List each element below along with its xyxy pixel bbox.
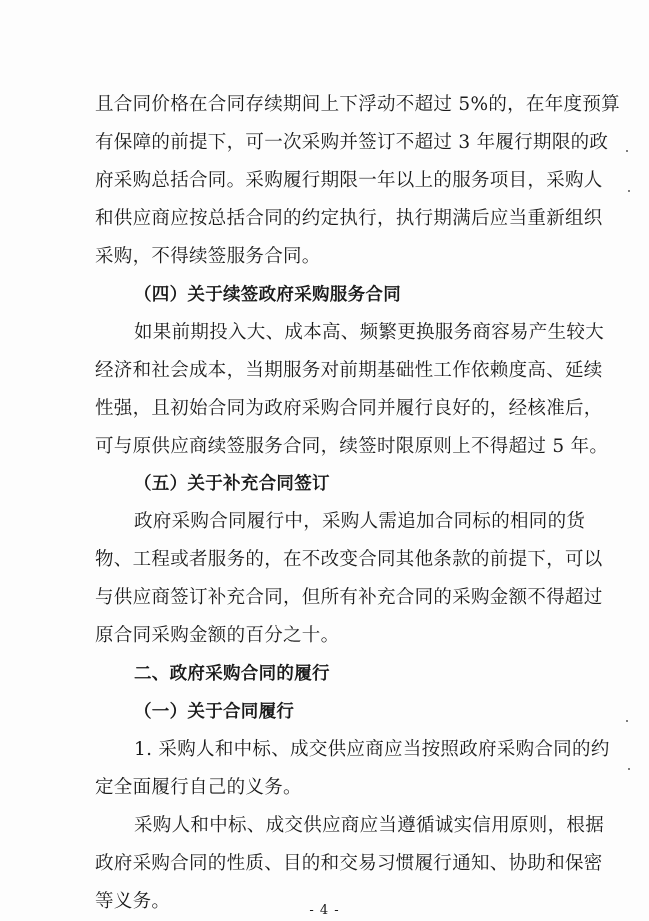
body-text-line: 经济和社会成本，当期服务对前期基础性工作依赖度高、延续 — [95, 360, 603, 381]
body-text-line: 政府采购合同的性质、目的和交易习惯履行通知、协助和保密 — [95, 853, 603, 874]
body-text-line: 与供应商签订补充合同，但所有补充合同的采购金额不得超过 — [95, 587, 603, 608]
body-text-line: 且合同价格在合同存续期间上下浮动不超过 5%的，在年度预算 — [95, 94, 620, 115]
body-text-line: 采购，不得续签服务合同。 — [95, 246, 321, 267]
body-text-line: 定全面履行自己的义务。 — [95, 777, 302, 798]
body-text-line: 采购人和中标、成交供应商应当遵循诚实信用原则，根据 — [134, 815, 605, 836]
section-heading-1: （一）关于合同履行 — [134, 702, 295, 722]
scan-speck — [626, 150, 628, 152]
section-heading-4: （四）关于续签政府采购服务合同 — [134, 285, 401, 305]
body-text-line: 如果前期投入大、成本高、频繁更换服务商容易产生较大 — [134, 322, 605, 343]
page-number: - 4 - — [309, 903, 340, 918]
body-text-line: 性强，且初始合同为政府采购合同并履行良好的，经核准后， — [95, 398, 603, 419]
scan-speck — [628, 768, 630, 770]
body-text-line: 原合同采购金额的百分之十。 — [95, 625, 340, 646]
chapter-heading-2: 二、政府采购合同的履行 — [134, 664, 330, 684]
body-text-line: 可与原供应商续签服务合同，续签时限原则上不得超过 5 年。 — [95, 436, 609, 457]
body-text-line: 等义务。 — [95, 891, 171, 912]
body-text-line: 和供应商应按总括合同的约定执行，执行期满后应当重新组织 — [95, 208, 603, 229]
body-text-line: 物、工程或者服务的，在不改变合同其他条款的前提下，可以 — [95, 549, 603, 570]
scan-speck — [628, 190, 630, 192]
body-text-line: 府采购总括合同。采购履行期限一年以上的服务项目，采购人 — [95, 170, 603, 191]
section-heading-5: （五）关于补充合同签订 — [134, 474, 330, 494]
body-text-line: 政府采购合同履行中，采购人需追加合同标的相同的货 — [134, 511, 586, 532]
body-text-line: 1. 采购人和中标、成交供应商应当按照政府采购合同的约 — [134, 739, 610, 760]
scan-speck — [626, 720, 628, 722]
body-text-line: 有保障的前提下，可一次采购并签订不超过 3 年履行期限的政 — [95, 132, 609, 153]
